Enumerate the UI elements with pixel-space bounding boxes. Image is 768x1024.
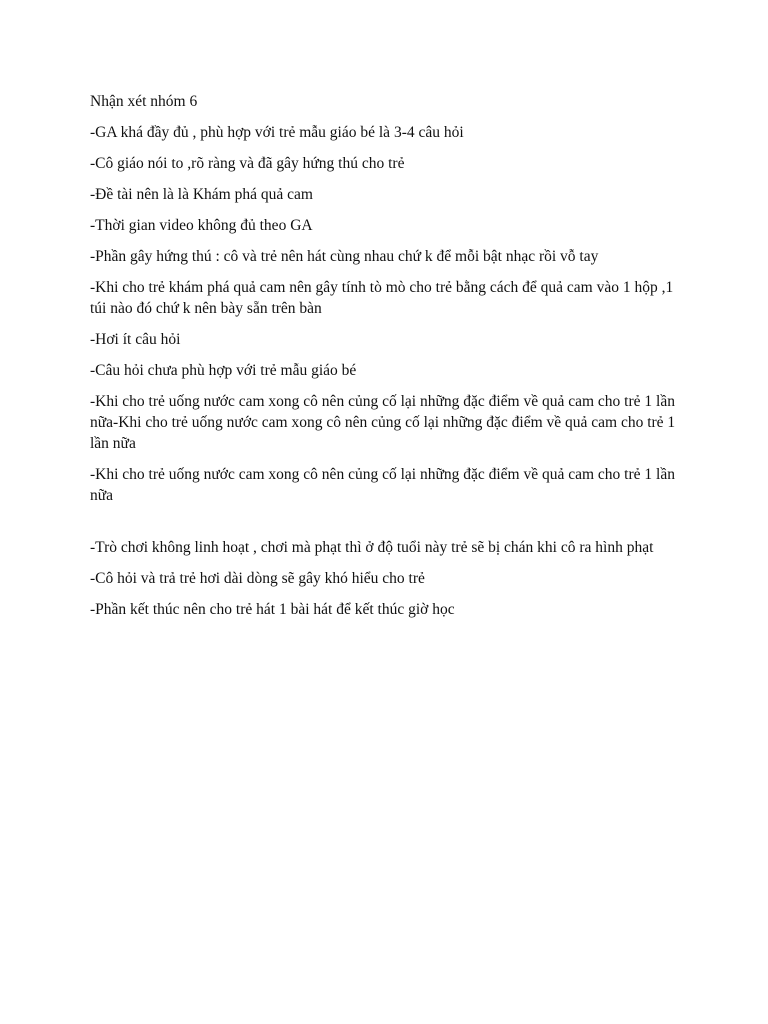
- comment-paragraph-5: -Phần gây hứng thú : cô và trẻ nên hát cùng nhau chứ k để mỗi bật nhạc rồi vỗ tay: [90, 248, 599, 265]
- comment-paragraph-12: -Cô hỏi và trả trẻ hơi dài dòng sẽ gây khó hiểu cho trẻ: [90, 570, 425, 587]
- comment-paragraph-2: -Cô giáo nói to ,rõ ràng và đã gây hứng thú cho trẻ: [90, 155, 405, 172]
- comment-paragraph-8: -Câu hỏi chưa phù hợp với trẻ mẫu giáo bé: [90, 362, 357, 379]
- comment-paragraph-10: -Khi cho trẻ uống nước cam xong cô nên củng cố lại những đặc điểm về quả cam cho trẻ 1 lần nữa: [90, 466, 675, 504]
- comment-paragraph-13: -Phần kết thúc nên cho trẻ hát 1 bài hát để kết thúc giờ học: [90, 601, 455, 618]
- comment-paragraph-3: -Đề tài nên là là Khám phá quả cam: [90, 186, 313, 203]
- comment-paragraph-4: -Thời gian video không đủ theo GA: [90, 217, 313, 234]
- comment-paragraph-7: -Hơi ít câu hỏi: [90, 331, 181, 348]
- comment-paragraph-11: -Trò chơi không linh hoạt , chơi mà phạt thì ở độ tuổi này trẻ sẽ bị chán khi cô ra hình phạt: [90, 539, 654, 556]
- comment-paragraph-9: -Khi cho trẻ uống nước cam xong cô nên củng cố lại những đặc điểm về quả cam cho trẻ 1 lần nữa-Khi cho trẻ uống nước cam xong cô nên củng cố lại những đặc điểm về quả cam cho trẻ 1 lần nữa: [90, 393, 676, 452]
- comment-paragraph-6: -Khi cho trẻ khám phá quả cam nên gây tính tò mò cho trẻ bằng cách để quả cam vào 1 hộp ,1 túi nào đó chứ k nên bày sẵn trên bàn: [90, 279, 674, 317]
- comment-paragraph-1: -GA khá đầy đủ , phù hợp với trẻ mẫu giáo bé là 3-4 câu hỏi: [90, 124, 464, 141]
- document-body: [90, 91, 680, 630]
- document-title: Nhận xét nhóm 6: [90, 93, 198, 110]
